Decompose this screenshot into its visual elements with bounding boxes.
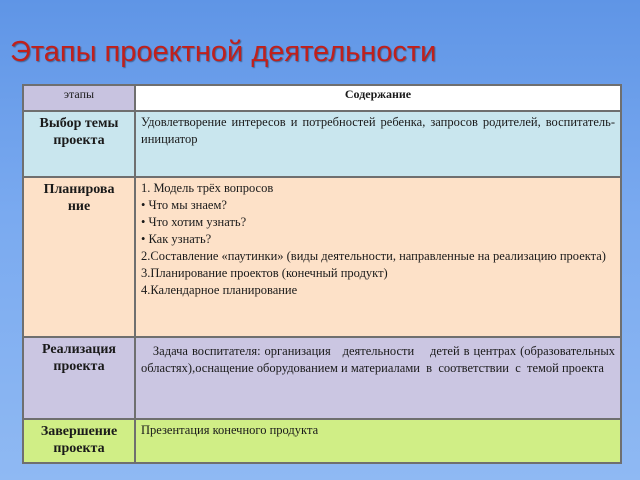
content-cell: [135, 177, 621, 337]
content-cell: Презентация конечного продукта: [135, 419, 621, 463]
list-item: • Как узнать?: [141, 232, 212, 246]
stage-cell: Реализация проекта: [23, 337, 135, 419]
list-item: • Что мы знаем?: [141, 198, 227, 212]
stage-cell: Планирова ние: [23, 177, 135, 337]
stage-cell: Выбор темы проекта: [23, 111, 135, 177]
table-row: [23, 419, 621, 463]
page-title: Этапы проектной деятельности: [10, 36, 437, 68]
header-content: Содержание: [135, 85, 621, 111]
list-item: • Что хотим узнать?: [141, 215, 247, 229]
stages-table: [22, 84, 622, 464]
content-cell: Задача воспитателя: организация деятельности детей в центрах (образовательных областях),оснащение оборудованием и материалами в соответствии с темой проекта: [135, 337, 621, 419]
table-row: [23, 177, 621, 337]
header-stages: этапы: [23, 85, 135, 111]
table-row: [23, 111, 621, 177]
list-item: 3.Планирование проектов (конечный продукт): [141, 266, 388, 280]
stage-cell: Завершение проекта: [23, 419, 135, 463]
table-row: [23, 337, 621, 419]
list-item: 2.Составление «паутинки» (виды деятельности, направленные на реализацию проекта): [141, 249, 606, 263]
list-item: 1. Модель трёх вопросов: [141, 181, 274, 195]
content-cell: Удовлетворение интересов и потребностей ребенка, запросов родителей, воспитатель-инициатор: [135, 111, 621, 177]
list-item: 4.Календарное планирование: [141, 283, 298, 297]
table-header-row: [23, 85, 621, 111]
planning-list: [141, 180, 615, 299]
